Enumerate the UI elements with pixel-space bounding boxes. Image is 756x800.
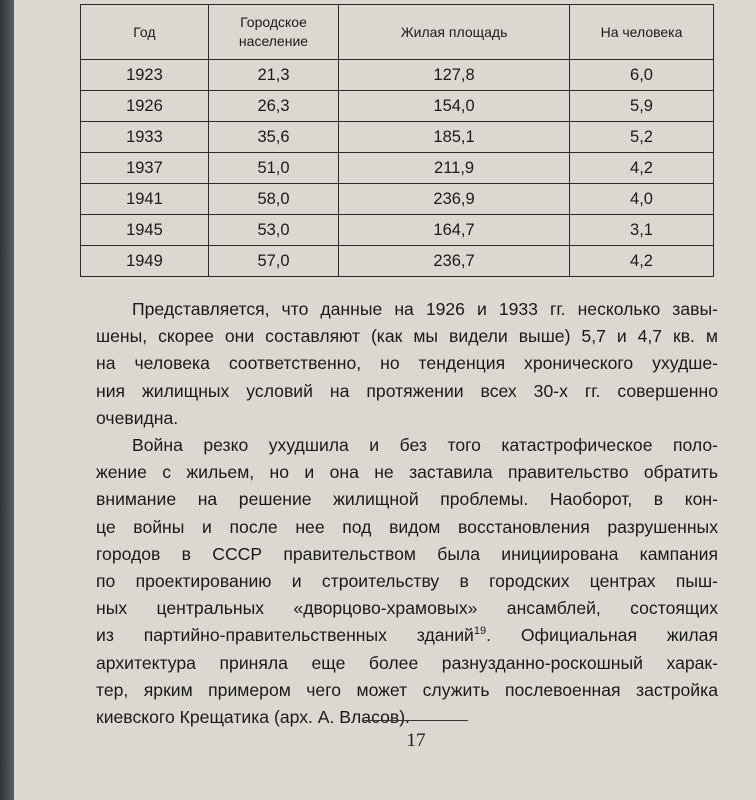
text-line: жение с жильем, но и она не заставила правительство обратить — [96, 462, 718, 483]
page-number: 17 — [406, 730, 426, 751]
text-line: внимание на решение жилищной проблемы. Наоборот, в кон- — [96, 489, 718, 510]
cell-per-person: 5,2 — [570, 122, 714, 153]
cell-living-area: 164,7 — [339, 215, 570, 246]
cell-population: 53,0 — [208, 215, 338, 246]
text-line: очевидна. — [96, 407, 179, 428]
cell-year: 1933 — [81, 122, 209, 153]
cell-living-area: 127,8 — [339, 60, 570, 91]
cell-population: 58,0 — [208, 184, 338, 215]
cell-per-person: 4,2 — [570, 246, 714, 277]
table-row — [81, 246, 714, 277]
text-line: ных центральных «дворцово-храмовых» ансамблей, состоящих — [96, 598, 718, 619]
paragraph-2 — [96, 432, 718, 731]
text-line: на человека соответственно, но тенденция хронического ухудше- — [96, 353, 718, 374]
header-urban-population — [208, 5, 338, 60]
table-row — [81, 60, 714, 91]
paragraph-1 — [96, 296, 718, 432]
cell-year: 1941 — [81, 184, 209, 215]
cell-year: 1949 — [81, 246, 209, 277]
book-page — [14, 0, 756, 800]
housing-table — [80, 4, 714, 277]
table-header-row — [81, 5, 714, 60]
cell-living-area: 236,9 — [339, 184, 570, 215]
text-line: шены, скорее они составляют (как мы видели выше) 5,7 и 4,7 кв. м — [96, 326, 718, 347]
text-line: по проектированию и строительству в городских центрах пыш- — [96, 571, 718, 592]
cell-living-area: 236,7 — [339, 246, 570, 277]
body-text — [96, 296, 718, 731]
cell-living-area: 211,9 — [339, 153, 570, 184]
text-line: Представляется, что данные на 1926 и 1933 гг. несколько завы- — [132, 299, 718, 319]
cell-year: 1937 — [81, 153, 209, 184]
table-row — [81, 91, 714, 122]
text-line — [96, 622, 718, 649]
cell-year: 1923 — [81, 60, 209, 91]
table-row — [81, 122, 714, 153]
text-line: це войны и после нее под видом восстановления разрушенных — [96, 516, 718, 537]
text-line: ния жилищных условий на протяжении всех 30-х гг. совершенно — [96, 380, 718, 401]
text-line: киевского Крещатика (арх. А. Власов). — [96, 707, 410, 728]
cell-per-person: 5,9 — [570, 91, 714, 122]
header-per-person: На человека — [570, 5, 714, 60]
table-row — [81, 215, 714, 246]
cell-per-person: 4,2 — [570, 153, 714, 184]
text-line: городов в СССР правительством была инициирована кампания — [96, 543, 718, 564]
footer-rule — [364, 720, 468, 721]
cell-per-person: 4,0 — [570, 184, 714, 215]
table-row — [81, 184, 714, 215]
cell-per-person: 3,1 — [570, 215, 714, 246]
table-row — [81, 153, 714, 184]
cell-population: 57,0 — [208, 246, 338, 277]
cell-living-area: 154,0 — [339, 91, 570, 122]
header-year: Год — [81, 5, 209, 60]
cell-year: 1945 — [81, 215, 209, 246]
cell-population: 35,6 — [208, 122, 338, 153]
cell-population: 51,0 — [208, 153, 338, 184]
cell-population: 21,3 — [208, 60, 338, 91]
cell-living-area: 185,1 — [339, 122, 570, 153]
cell-per-person: 6,0 — [570, 60, 714, 91]
header-living-area: Жилая площадь — [339, 5, 570, 60]
book-gutter-edge — [0, 0, 14, 800]
text-line: архитектура приняла еще более разнузданно-роскошный харак- — [96, 652, 718, 673]
header-pop-line-2: население — [238, 33, 309, 49]
header-pop-line-1: Городское — [240, 14, 307, 30]
cell-year: 1926 — [81, 91, 209, 122]
text-line: тер, ярким примером чего может служить послевоенная застройка — [96, 679, 718, 700]
text-line: Война резко ухудшила и без того катастрофическое поло- — [132, 435, 718, 456]
text-fragment: из партийно-правительственных зданий — [96, 625, 474, 646]
text-fragment: . Официальная жилая — [486, 625, 718, 646]
footnote-ref[interactable]: 19 — [473, 625, 487, 638]
cell-population: 26,3 — [208, 91, 338, 122]
